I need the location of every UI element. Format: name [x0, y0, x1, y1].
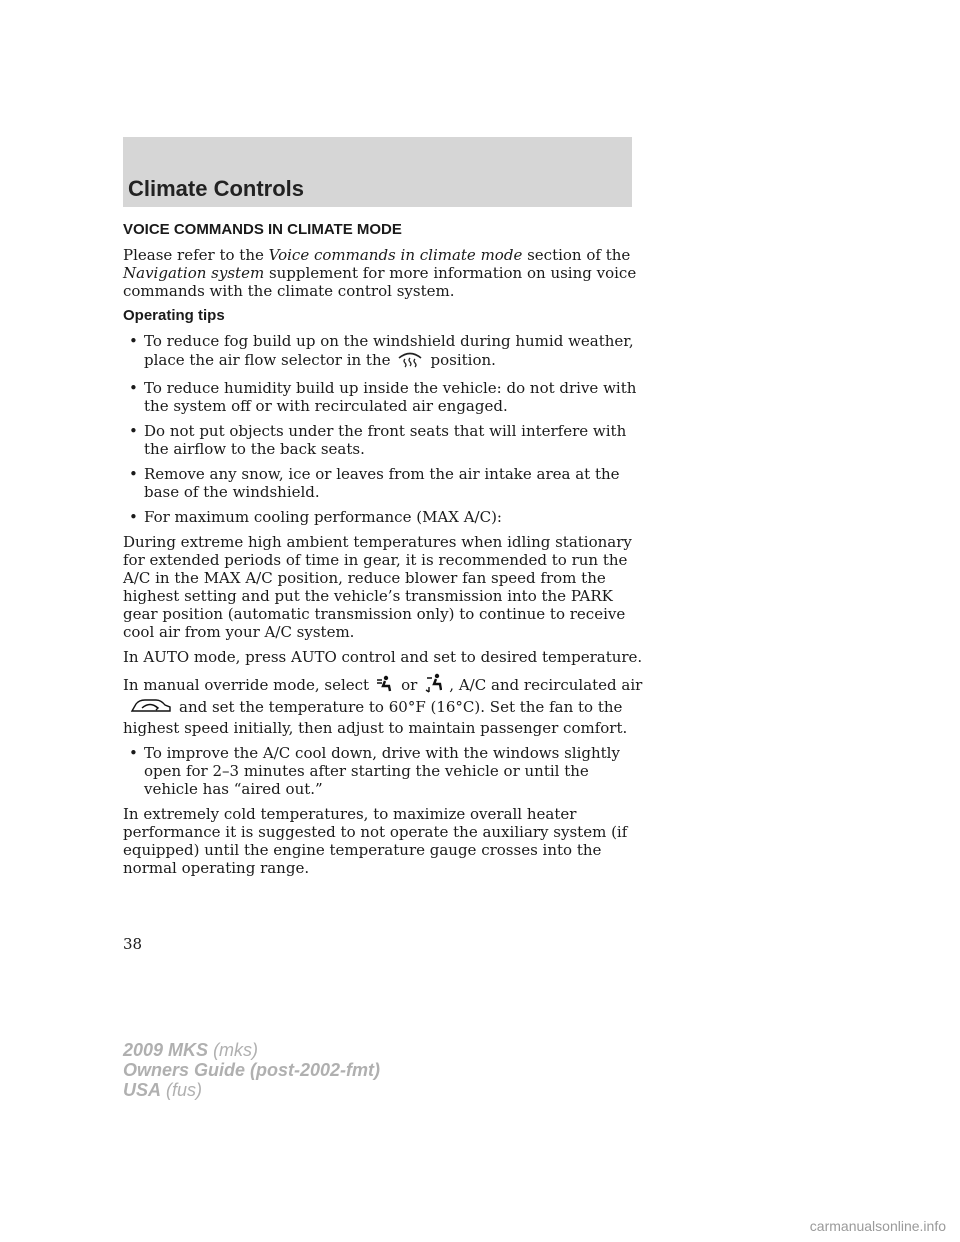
manual-override-paragraph: In manual override mode, select or , A/C and recirculated airand set the temperature to 60°F (16°C). Set the fan to the highest speed initially, then adjust to maintain passenger comfort.: [123, 673, 643, 737]
watermark: carmanualsonline.info: [809, 1218, 946, 1234]
section-heading: VOICE COMMANDS IN CLIMATE MODE: [123, 221, 402, 238]
tip-bullet-1: • To reduce fog build up on the windshield during humid weather, place the air flow selector in the position.: [123, 332, 643, 372]
page-content: [123, 221, 643, 884]
footer-line-guide: Owners Guide (post-2002-fmt): [123, 1060, 381, 1080]
tips-heading: Operating tips: [123, 307, 225, 324]
cold-weather-paragraph: In extremely cold temperatures, to maximize overall heater performance it is suggested to not operate the auxiliary system (if equipped) until the engine temperature gauge crosses into the normal operating range.: [123, 805, 628, 877]
panel-floor-vent-icon: [424, 673, 442, 697]
max-ac-paragraph: During extreme high ambient temperatures when idling stationary for extended periods of time in gear, it is recommended to run the A/C in the MAX A/C position, reduce blower fan speed from the highest setting and put the vehicle’s transmission into the PARK gear position (automatic transmission only) to continue to receive cool air from your A/C system.: [123, 533, 632, 641]
bullet-dot: •: [129, 332, 138, 350]
bullet-dot: •: [129, 379, 138, 397]
tip-bullet-4: • Remove any snow, ice or leaves from the air intake area at the base of the windshield.: [129, 465, 620, 501]
bullet-dot: •: [129, 422, 138, 440]
footer-line-model: 2009 MKS (mks): [123, 1040, 259, 1060]
document-footer: [123, 1040, 380, 1100]
bullet-dot: •: [129, 508, 138, 526]
tip-bullet-6: • To improve the A/C cool down, drive with the windows slightly open for 2–3 minutes after starting the vehicle or until the vehicle has “aired out.”: [129, 744, 620, 798]
tip-bullet-2: • To reduce humidity build up inside the vehicle: do not drive with the system off or with recirculated air engaged.: [129, 379, 637, 415]
auto-mode-paragraph: In AUTO mode, press AUTO control and set to desired temperature.: [123, 648, 643, 666]
tip-bullet-3: • Do not put objects under the front seats that will interfere with the airflow to the back seats.: [129, 422, 627, 458]
page-number: 38: [123, 935, 143, 953]
page-title: Climate Controls: [128, 176, 305, 201]
recirculation-icon: [130, 697, 172, 719]
defrost-icon: [397, 350, 423, 372]
reference-voice-commands: Voice commands in climate mode: [268, 246, 523, 264]
reference-navigation-system: Navigation system: [123, 264, 265, 282]
bullet-dot: •: [129, 744, 138, 762]
intro-paragraph: Please refer to the Voice commands in climate mode section of the Navigation system supplement for more information on using voice commands with the climate control system.: [123, 246, 637, 300]
bullet-dot: •: [129, 465, 138, 483]
tip-bullet-5: • For maximum cooling performance (MAX A/C):: [129, 508, 502, 526]
panel-vent-icon: [376, 675, 394, 697]
footer-line-market: USA (fus): [123, 1080, 203, 1100]
